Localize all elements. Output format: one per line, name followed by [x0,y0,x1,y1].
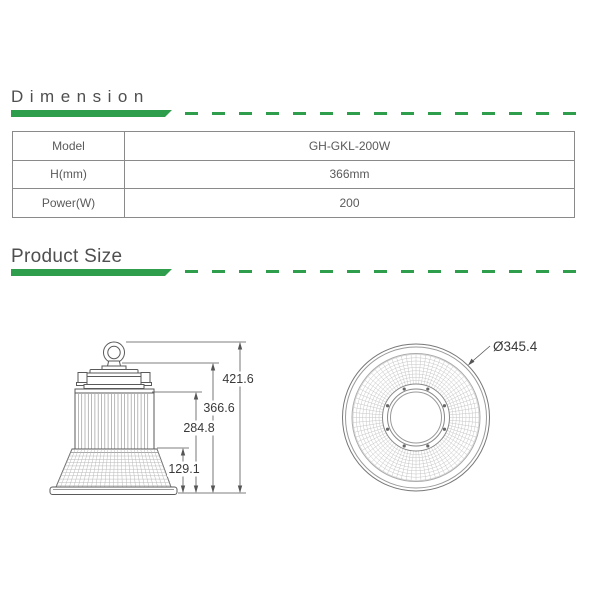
hub-outer-circle [383,384,450,451]
diameter-label: Ø345.4 [493,339,538,354]
spec-value-cell: 366mm [125,160,575,189]
dimension-heading: Dimension [11,87,150,106]
height-total-label: 421.6 [222,372,254,386]
product-size-heading: Product Size [11,246,123,267]
hook-base-plate [102,366,126,370]
side-view-drawing [50,342,180,495]
spec-label-cell: H(mm) [13,160,125,189]
height-reflector-label: 129.1 [168,462,200,476]
spec-value-cell: GH-GKL-200W [125,132,575,161]
spec-label-cell: Model [13,132,125,161]
hook-collar [108,361,121,366]
hook-ring-outline [104,342,125,363]
spec-value-cell: 200 [125,189,575,218]
reflector-rim [50,487,177,495]
height-heatsink-label: 284.8 [183,421,215,435]
height-body-label: 366.6 [203,401,235,415]
cap-body [87,373,141,385]
spec-label-cell: Power(W) [13,189,125,218]
top-view-drawing [343,344,490,491]
cap-flange [84,385,144,389]
